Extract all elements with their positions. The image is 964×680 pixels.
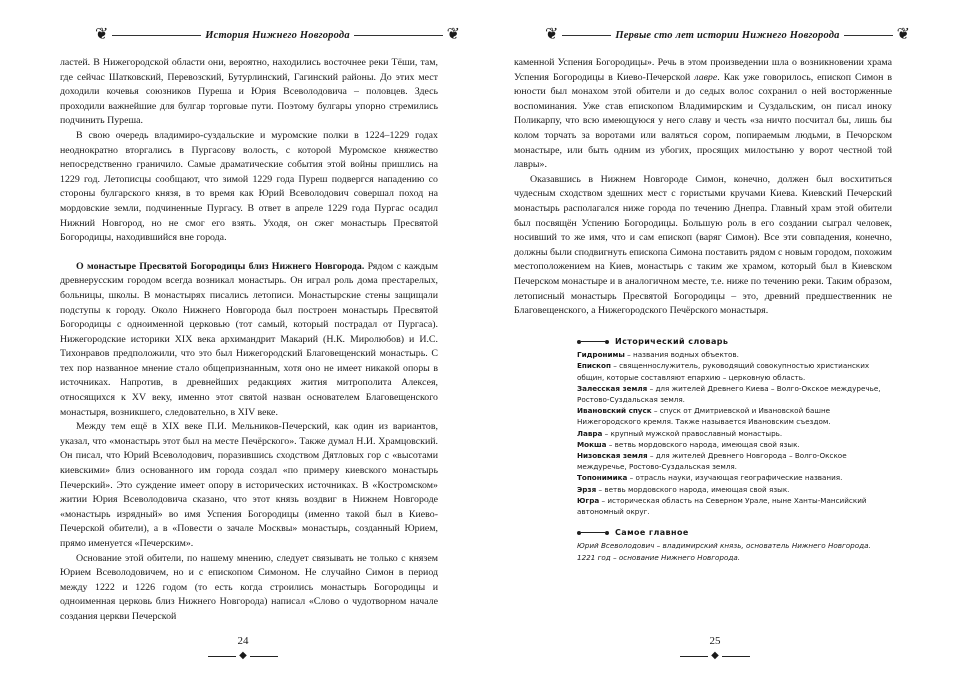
paragraph-text: . Как уже говорилось, епископ Симон в юности был монахом этой обители и до седых волос сохранил о ней восторженные воспоминания. Уже став епископом Владимирским и Суздальским, он писал иноку Поликарпу, что всю имеющуюся у него славу и честь «за ничто посчитал бы, лишь бы колом торчать за воротами или валяться сором, попираемым людьми, в Печорском монастыре, или быть одним из убогих, просящих милостыню у ворот честной той лавры». xyxy=(514,71,892,171)
summary-title: Самое главное xyxy=(615,528,689,538)
paragraph-text: каменной Успения Богородицы». Речь в этом произведении шла о возникновении храма Успения Богородицы в Киево-Печерской xyxy=(514,57,892,83)
glossary-definition: – спуск от Дмитриевской и Ивановской башне Нижегородского кремля. Также называется Ивановским съездом. xyxy=(577,406,831,427)
bullet-line-icon xyxy=(577,340,609,344)
body-text xyxy=(514,56,892,319)
glossary-definition: – для жителей Древнего Новгорода – Волго-Окское междуречье, Ростово-Суздальская земля. xyxy=(577,451,847,472)
footer-ornament xyxy=(208,650,278,662)
footer-rule xyxy=(680,656,708,657)
glossary-definition: – ветвь мордовского народа, имеющая свой язык. xyxy=(606,439,800,449)
header-rule xyxy=(844,35,893,36)
footer-rule xyxy=(250,656,278,657)
footer-rule xyxy=(208,656,236,657)
running-title: История Нижнего Новгорода xyxy=(205,29,350,41)
glossary-term: Ивановский спуск xyxy=(577,406,652,416)
glossary-list xyxy=(577,349,889,517)
page-number: 25 xyxy=(709,635,721,647)
glossary-entry xyxy=(577,439,889,450)
scroll-ornament-icon: ❦ xyxy=(545,26,559,43)
glossary-entry xyxy=(577,428,889,439)
glossary-entry xyxy=(577,450,889,472)
header-rule xyxy=(562,35,611,36)
paragraph: Основание этой обители, по нашему мнению, следует связывать не только с князем Юрием Всеволодовичем, но и с епископом Симоном. Не случайно Симон в период между 1222 и 1226 годом (то есть когда строились монастырь Богородицы и одноименная церковь близ Нижнего Новгорода) написал «Слово о чудотворном начале создания церкви Печерской xyxy=(60,552,438,622)
glossary-definition: – священнослужитель, руководящий совокупностью христианских общин, которые составляют епархию – церковную область. xyxy=(577,361,870,382)
paragraph: Между тем ещё в XIX веке П.И. Мельников-Печерский, как один из вариантов, указал, что «монастырь этот был на месте Печёрского». Также думал Н.И. Храмцовский. Он писал, что Юрий Всеволодович, поразившись сходством Дятловых гор с «высотами киевскими» близ основанного им города создал «по примеру киевского монастырь Печерский». Это суждение имеет опору в исторических источниках. В «Костромском» житии Юрия Всеволодовича сказано, что этот князь воздвиг в Нижнем Новгороде «монастырь изрядный» во имя Успения Богородицы (именно такой был в Киево-Печерской обители), а в «Повести о зачале Москвы» монастырь, созданный Юрием, прямо именуется «Печерским». xyxy=(60,421,438,549)
glossary-entry xyxy=(577,383,889,405)
glossary-definition: – для жителей Древнего Киева – Волго-Окское междуречье, Ростово-Суздальская земля. xyxy=(577,383,881,405)
header-rule xyxy=(354,35,443,36)
glossary-heading xyxy=(577,336,889,347)
footer-rule xyxy=(722,656,750,657)
body-text xyxy=(60,56,438,625)
diamond-ornament-icon: ◆ xyxy=(239,650,247,661)
glossary-entry xyxy=(577,360,889,382)
paragraph xyxy=(514,56,892,173)
running-header-left xyxy=(95,18,460,52)
sidebar-box xyxy=(577,336,889,563)
header-rule xyxy=(112,35,201,36)
running-header-right xyxy=(545,18,910,52)
summary-item: Юрий Всеволодович – владимирский князь, основатель Нижнего Новгорода. xyxy=(577,541,871,551)
glossary-term: Топонимика xyxy=(577,473,628,483)
glossary-term: Эрзя xyxy=(577,484,597,494)
page-number: 24 xyxy=(237,635,249,647)
glossary-entry xyxy=(577,405,889,427)
glossary-term: Лавра xyxy=(577,428,603,438)
diamond-ornament-icon: ◆ xyxy=(711,650,719,661)
paragraph: Оказавшись в Нижнем Новгороде Симон, конечно, должен был восхититься чудесным сходством здешних мест с гористыми кручами Киева. Киевский Печерский монастырь располагался ниже города по течению Днепра. Главный храм этой обители был посвящён Успению Богородицы. Большую роль в его создании сыграл человек, носивший то же имя, что и сам епископ (варяг Симон). Все эти совпадения, конечно, должны были сподвигнуть епископа Симона поставить рядом с новым городом, похожим местоположением на Киев, монастырь с таким же храмом, который был в Киевском Печерском монастыре и в аналогичном месте, т.е. ниже по течению реки. Таким образом, летописный монастырь Пресвятой Богородицы – это, древний предшественник не Благовещенского, а Нижегородского Печёрского монастыря. xyxy=(514,173,892,317)
section-heading: О монастыре Пресвятой Богородицы близ Нижнего Новгорода. xyxy=(76,260,365,272)
bullet-line-icon xyxy=(577,531,609,535)
glossary-definition: – историческая область на Северном Урале, ныне Ханты-Мансийский автономный округ. xyxy=(577,495,867,517)
summary-heading xyxy=(577,527,889,538)
paragraph-text: Рядом с каждым древнерусским городом всегда возникал монастырь. Он играл роль дома престарелых, больницы, школы. В монастырях писались летописи. Монастырские стены защищали подступы к городу. Около Нижнего Новгорода был построен монастырь Пресвятой Богородицы с одноименной церковью (тот самый, который пострадал от Пургаса). Нижегородские историки XIX века архимандрит Макарий (Н.К. Миролюбов) и И.С. Тихонравов предположили, что это был Нижегородский Благовещенский монастырь. С тех пор названное мнение стало общепризнанным, хотя оно не имеет никакой опоры в источниках. Напротив, в древнейших редакциях жития митрополита Алексея, относящихся к XV веку, именно этот святой назван основателем Благовещенского монастыря, возникшего, следовательно, в XIV веке. xyxy=(60,260,438,418)
paragraph: ластей. В Нижегородской области они, вероятно, находились восточнее реки Тёши, там, где сейчас Шатковский, Перевозский, Бутурлинский, Гагинский районы. До этих мест доходили кочевья союзников Пуреша и Юрия Всеволодовича – половцев. Здесь проходили важнейшие для булгар торговые пути. Поэтому булгары упорно стремились подчинить Пуреша. xyxy=(60,57,438,127)
summary-section xyxy=(577,527,889,563)
glossary-term: Епископ xyxy=(577,361,611,371)
running-title: Первые сто лет истории Нижнего Новгорода xyxy=(615,29,840,41)
right-page xyxy=(482,0,964,680)
glossary-term: Залесская земля xyxy=(577,383,648,393)
emphasis: лавре xyxy=(694,71,718,83)
glossary-term: Мокша xyxy=(577,439,607,449)
summary-item: 1221 год – основание Нижнего Новгорода. xyxy=(577,552,741,562)
paragraph: В свою очередь владимиро-суздальские и муромские полки в 1224–1229 годах неоднократно вторгались в Пургасову волость, с которой Муромское княжество непосредственно граничило. Самые драматические события этой войны пришлись на 1229 год. Летописцы сообщают, что зимой 1229 года Пуреш подвергся нападению со стороны булгарского князя, в то время как Юрий Всеволодович совершал поход на мордовские земли, подчиненные Пургасу. В ответ в апреле 1229 года Пургас осадил Нижний Новгород, но не смог его взять. Уходя, он сжег монастырь Пресвятой Богородицы, находившийся вне города. xyxy=(60,129,438,244)
glossary-entry xyxy=(577,495,889,517)
glossary-term: Гидронимы xyxy=(577,350,625,360)
section-paragraph xyxy=(60,260,438,421)
glossary-entry xyxy=(577,484,889,495)
glossary-entry xyxy=(577,472,889,483)
glossary-term: Низовская земля xyxy=(577,451,648,461)
glossary-definition: – названия водных объектов. xyxy=(624,350,739,360)
scroll-ornament-icon: ❦ xyxy=(95,26,109,43)
glossary-definition: – крупный мужской православный монастырь. xyxy=(602,428,783,438)
glossary-definition: – отрасль науки, изучающая географические названия. xyxy=(627,473,843,483)
glossary-definition: – ветвь мордовского народа, имеющая свой язык. xyxy=(596,484,790,494)
footer-ornament xyxy=(680,650,750,662)
glossary-entry xyxy=(577,349,889,360)
scroll-ornament-icon: ❦ xyxy=(896,26,910,43)
glossary-term: Югра xyxy=(577,495,600,505)
glossary-title: Исторический словарь xyxy=(615,337,729,346)
scroll-ornament-icon: ❦ xyxy=(446,26,460,43)
